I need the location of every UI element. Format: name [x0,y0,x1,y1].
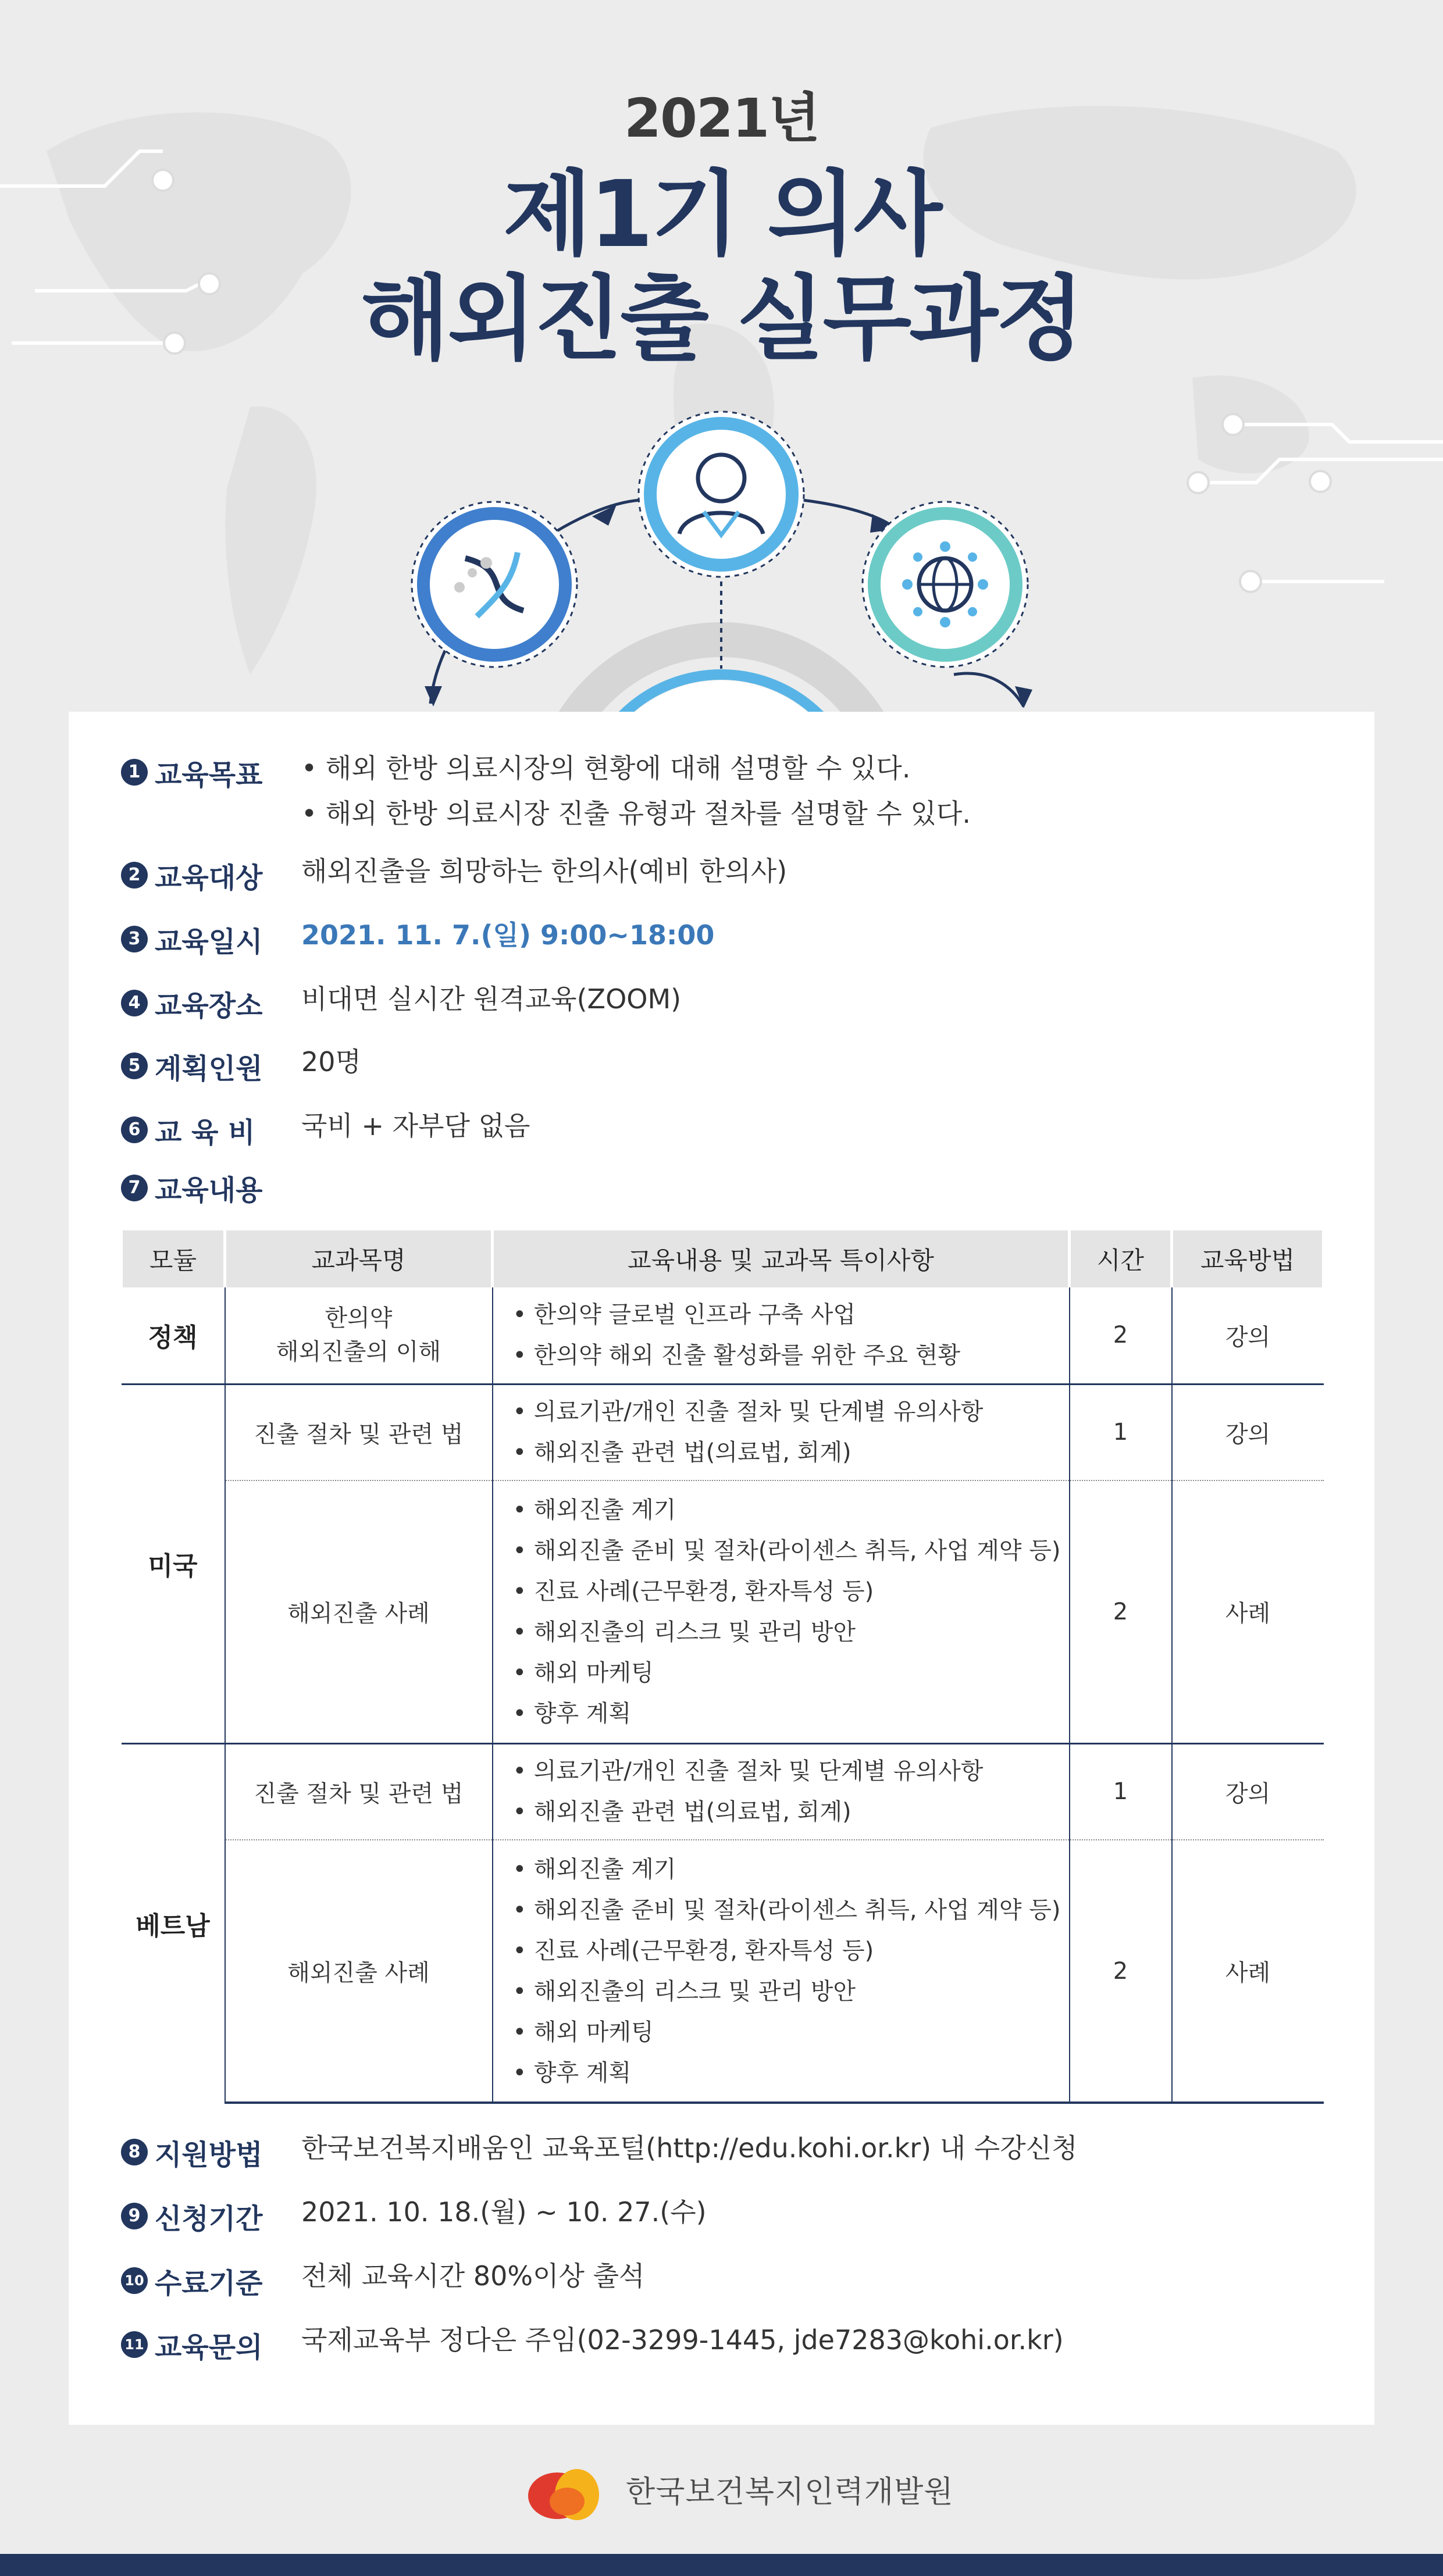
number-badge: 5 [121,1052,148,1079]
complete-row [121,2255,644,2301]
apply-row [121,2127,1078,2172]
goal-label: 교육목표 [155,758,263,791]
complete-label: 수료기준 [155,2267,263,2300]
apply-value: 한국보건복지배움인 교육포털(http://edu.kohi.or.kr) 내 수강신청 [301,2132,1078,2164]
bottom-bar [0,2554,1443,2576]
header-module: 모듈 [122,1230,225,1287]
method-cell: 강의 [1172,1287,1324,1384]
date-value: 2021. 11. 7.(일) 9:00~18:00 [301,919,715,951]
module-cell: 미국 [122,1384,225,1743]
header-method: 교육방법 [1172,1230,1324,1287]
content-line: • 해외 마케팅 [512,1659,654,1686]
number-badge: 7 [121,1175,148,1201]
method-cell: 사례 [1172,1840,1324,2103]
inquiry-value: 국제교육부 정다은 주임(02-3299-1445, jde7283@kohi.or.kr) [301,2324,1064,2356]
table-row [122,1384,1324,1480]
goal-item: • 해외 한방 의료시장 진출 유형과 절차를 설명할 수 있다. [301,798,971,829]
people-value: 20명 [301,1046,361,1078]
content-line: • 해외진출 관련 법(의료법, 회계) [512,1799,851,1826]
number-badge: 8 [121,2139,148,2165]
table-row [122,1287,1324,1384]
org-logo [523,2454,954,2524]
date-row [121,914,714,959]
table-row [122,1743,1324,1840]
number-badge: 10 [121,2267,148,2294]
course-year: 2021년 [624,87,819,149]
page-title-line2: 해외진출 실무과정 [361,266,1082,373]
content-line: • 해외진출 준비 및 절차(라이센스 취득, 사업 계약 등) [512,1537,1061,1564]
fee-label: 교 육 비 [155,1116,255,1149]
header-content: 교육내용 및 교과목 특이사항 [493,1230,1070,1287]
content-line: • 해외진출 준비 및 절차(라이센스 취득, 사업 계약 등) [512,1896,1061,1924]
org-name: 한국보건복지인력개발원 [626,2474,954,2510]
page-title-line1: 제1기 의사 [503,161,940,268]
target-value: 해외진출을 희망하는 한의사(예비 한의사) [301,855,788,887]
period-value: 2021. 10. 18.(월) ~ 10. 27.(수) [301,2196,707,2228]
subject-cell: 해외진출 사례 [225,1840,493,2103]
number-badge: 9 [121,2203,148,2229]
content-line: • 해외진출 계기 [512,1496,676,1524]
content-line: • 진료 사례(근무환경, 환자특성 등) [512,1937,874,1964]
content-line: • 해외 마케팅 [512,2018,654,2046]
hours-cell: 1 [1070,1384,1172,1480]
method-cell: 강의 [1172,1384,1324,1480]
header-subject: 교과목명 [225,1230,493,1287]
content-line: • 해외진출의 리스크 및 관리 방안 [512,1618,856,1646]
content-line: • 의료기관/개인 진출 절차 및 단계별 유의사항 [512,1398,984,1426]
people-row [121,1041,361,1086]
content-cell [493,1384,1070,1480]
content-line: • 의료기관/개인 진출 절차 및 단계별 유의사항 [512,1758,984,1785]
org-logo-icon [523,2454,611,2524]
complete-value: 전체 교육시간 80%이상 출석 [301,2260,645,2292]
subject-cell: 해외진출 사례 [225,1480,493,1743]
method-cell: 사례 [1172,1480,1324,1743]
target-row [121,850,787,895]
inquiry-label: 교육문의 [155,2331,263,2364]
doctor-icon [639,412,804,577]
table-row [122,1840,1324,2103]
subject-cell: 진출 절차 및 관련 법 [225,1743,493,1840]
dna-icon [412,502,577,667]
number-badge: 1 [121,759,148,786]
place-label: 교육장소 [155,989,263,1022]
fee-value: 국비 + 자부담 없음 [301,1110,530,1141]
content-cell [493,1743,1070,1840]
number-badge: 6 [121,1116,148,1143]
number-badge: 11 [121,2331,148,2358]
content-row [121,1168,301,1208]
content-line: • 해외진출의 리스크 및 관리 방안 [512,1978,856,2005]
content-line: • 향후 계획 [512,1700,632,1727]
method-cell: 강의 [1172,1743,1324,1840]
apply-label: 지원방법 [155,2138,263,2171]
place-value: 비대면 실시간 원격교육(ZOOM) [301,983,682,1015]
module-cell: 정책 [122,1287,225,1384]
subject-cell: 진출 절차 및 관련 법 [225,1384,493,1480]
number-badge: 4 [121,990,148,1016]
content-line: • 해외진출 관련 법(의료법, 회계) [512,1439,851,1467]
content-line: • 진료 사례(근무환경, 환자특성 등) [512,1578,874,1605]
place-row [121,978,681,1023]
content-cell [493,1480,1070,1743]
period-row [121,2191,707,2236]
table-header-row [122,1230,1324,1287]
goal-item: • 해외 한방 의료시장의 현황에 대해 설명할 수 있다. [301,752,911,784]
number-badge: 2 [121,862,148,889]
goal-row [121,745,971,836]
header-hours: 시간 [1070,1230,1172,1287]
hours-cell: 2 [1070,1480,1172,1743]
period-label: 신청기간 [155,2202,263,2235]
hours-cell: 2 [1070,1287,1172,1384]
people-label: 계획인원 [155,1052,263,1085]
curriculum-table [120,1230,1325,2104]
module-cell: 베트남 [122,1743,225,2103]
date-label: 교육일시 [155,925,263,958]
fee-row [121,1105,530,1150]
subject-text: 한의약 해외진출의 이해 [276,1305,441,1366]
globe-network-icon [863,502,1028,667]
content-line: • 한의약 글로벌 인프라 구축 사업 [512,1301,856,1329]
hours-cell: 1 [1070,1743,1172,1840]
course-info-card [69,712,1374,2425]
content-cell [493,1287,1070,1384]
hours-cell: 2 [1070,1840,1172,2103]
content-line: • 한의약 해외 진출 활성화를 위한 주요 현황 [512,1342,960,1369]
content-label: 교육내용 [155,1174,263,1207]
content-line: • 향후 계획 [512,2059,632,2086]
content-line: • 해외진출 계기 [512,1856,676,1883]
hero-illustration [0,395,1443,721]
subject-cell [225,1287,493,1384]
number-badge: 3 [121,926,148,952]
content-cell [493,1840,1070,2103]
table-row [122,1480,1324,1743]
inquiry-row [121,2319,1064,2365]
target-label: 교육대상 [155,861,263,894]
